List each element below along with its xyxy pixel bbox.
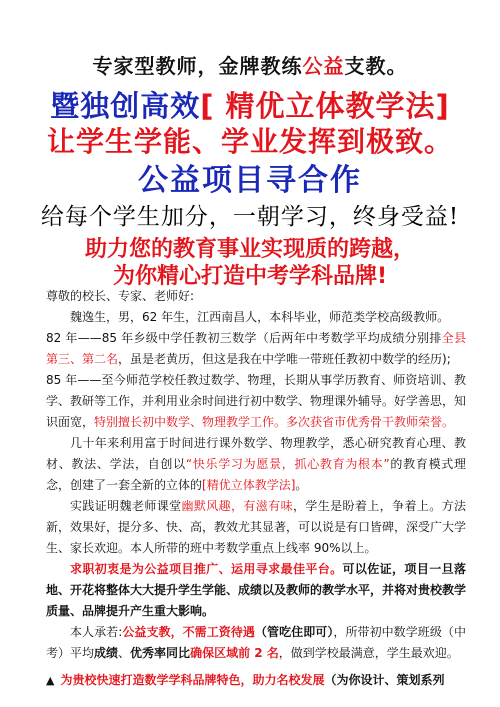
bullet-line: ▲ 为贵校快速打造数学学科品牌特色，助力名校发展（为你设计、策划系列 [46, 673, 445, 687]
experience-paragraph-2: 85 年——至今师范学校任教过数学、物理，长期从事学历教育、师资培训、教学、教研等工作，并利用业余时间进行初中数学、物理课外辅导。好学善思，知识面宽，特别擅长初中数学、物理教学工作。多次获省市优秀骨干教师荣誉。 [46, 373, 467, 429]
commitment-paragraph: 本人承若:公益支教，不需工资待遇（管吃住即可），所带初中数学班级（中考）平均成绩、优秀率同比确保区域前 2 名，做到学校最满意，学生最欢迎。 [46, 625, 466, 660]
headline-teaching-method: 暨独创高效[ 精优立体教学法] [50, 89, 450, 123]
promo-line-1: 助力您的教育事业实现质的跨越， [84, 237, 415, 262]
triangle-bullet-icon: ▲ [46, 674, 55, 687]
method-paragraph: 几十年来利用富于时间进行课外数学、物理教学，悉心研究教育心理、教材、教法、学法，自创以“快乐学习为愿景，抓心教育为根本”的教育模式理念，创建了一套全新的立体的[精优立体教学法]。 [46, 436, 466, 492]
headline-student-potential: 让学生学能、学业发挥到极致。 [46, 125, 453, 158]
results-paragraph: 实践证明魏老师课堂幽默风趣，有滋有味，学生是盼着上，争着上。方法新，效果好，提分多、快、高，教效尤其显著，可以说是有口皆碑，深受广大学生、家长欢迎。本人所带的班中考数学重点上线率 90%以上。 [46, 499, 467, 555]
headline-project-cooperation: 公益项目寻合作 [138, 163, 362, 198]
intro-paragraph: 魏逸生，男，62 年生，江西南昌人，本科毕业，师范类学校高级教师。 [70, 310, 450, 324]
letter-body [46, 286, 466, 664]
motivation-paragraph: 求职初衷是为公益项目推广、运用寻求最佳平台。可以佐证，项目一旦落地、开花将整体大大提升学生学能、成绩以及教师的教学水平，并将对贵校教学质量、品牌提升产生重大影响。 [46, 562, 467, 618]
headline-expert-teacher: 专家型教师，金牌教练公益支教。 [92, 54, 408, 78]
experience-paragraph-1: 82 年——85 年乡级中学任教初三数学（后两年中考数学平均成绩分别排全县第三、第二名，虽是老黄历，但这是我在中学唯一带班任教初中数学的经历); [46, 331, 466, 366]
greeting: 尊敬的校长、专家、老师好: [46, 289, 195, 303]
promo-line-2: 为你精心打造中考学科品牌! [112, 264, 388, 289]
slogan: 给每个学生加分，一朝学习，终身受益! [40, 204, 460, 230]
